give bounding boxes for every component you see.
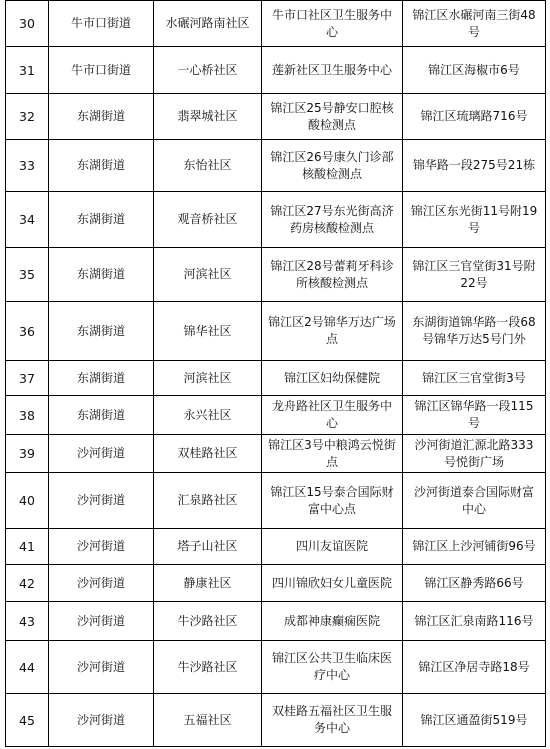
row-number: 38: [6, 396, 49, 435]
street-cell: 东湖街道: [49, 248, 154, 302]
community-cell: 永兴社区: [154, 396, 262, 435]
address-cell: 锦江区上沙河铺街96号: [403, 529, 546, 565]
testing-sites-table: [5, 0, 546, 747]
row-number: 39: [6, 435, 49, 473]
street-cell: 沙河街道: [49, 694, 154, 747]
street-cell: 东湖街道: [49, 302, 154, 361]
address-cell: 锦江区海椒市6号: [403, 47, 546, 94]
community-cell: 牛沙路社区: [154, 602, 262, 641]
community-cell: 塔子山社区: [154, 529, 262, 565]
row-number: 37: [6, 361, 49, 396]
site-cell: 锦江区3号中粮鸿云悦街点: [262, 435, 403, 473]
row-number: 42: [6, 565, 49, 602]
site-cell: 锦江区26号康久门诊部核酸检测点: [262, 140, 403, 192]
table-row: [6, 47, 546, 94]
community-cell: 汇泉路社区: [154, 473, 262, 529]
address-cell: 锦江区三官堂街31号附22号: [403, 248, 546, 302]
site-cell: 锦江区28号蕾莉牙科诊所核酸检测点: [262, 248, 403, 302]
community-cell: 五福社区: [154, 694, 262, 747]
table-row: [6, 694, 546, 747]
site-cell: 四川锦欣妇女儿童医院: [262, 565, 403, 602]
site-cell: 锦江区妇幼保健院: [262, 361, 403, 396]
table-row: [6, 192, 546, 248]
site-cell: 莲新社区卫生服务中心: [262, 47, 403, 94]
street-cell: 沙河街道: [49, 473, 154, 529]
table-row: [6, 361, 546, 396]
row-number: 41: [6, 529, 49, 565]
community-cell: 东怡社区: [154, 140, 262, 192]
address-cell: 锦江区三官堂街3号: [403, 361, 546, 396]
address-cell: 沙河街道汇源北路333号悦街广场: [403, 435, 546, 473]
street-cell: 牛市口街道: [49, 1, 154, 47]
address-cell: 锦江区净居寺路18号: [403, 641, 546, 694]
site-cell: 成都神康癫痫医院: [262, 602, 403, 641]
site-cell: 四川友谊医院: [262, 529, 403, 565]
site-cell: 锦江区27号东光街高济药房核酸检测点: [262, 192, 403, 248]
street-cell: 沙河街道: [49, 565, 154, 602]
community-cell: 一心桥社区: [154, 47, 262, 94]
street-cell: 东湖街道: [49, 94, 154, 140]
address-cell: 锦江区琉璃路716号: [403, 94, 546, 140]
street-cell: 东湖街道: [49, 396, 154, 435]
street-cell: 东湖街道: [49, 140, 154, 192]
site-cell: 牛市口社区卫生服务中心: [262, 1, 403, 47]
table-row: [6, 641, 546, 694]
row-number: 43: [6, 602, 49, 641]
community-cell: 翡翠城社区: [154, 94, 262, 140]
table-row: [6, 602, 546, 641]
table-row: [6, 396, 546, 435]
street-cell: 沙河街道: [49, 602, 154, 641]
row-number: 36: [6, 302, 49, 361]
row-number: 44: [6, 641, 49, 694]
community-cell: 牛沙路社区: [154, 641, 262, 694]
community-cell: 观音桥社区: [154, 192, 262, 248]
address-cell: 锦江区汇泉南路116号: [403, 602, 546, 641]
address-cell: 东湖街道锦华路一段68号锦华万达5号门外: [403, 302, 546, 361]
site-cell: 龙舟路社区卫生服务中心: [262, 396, 403, 435]
site-cell: 锦江区25号静安口腔核酸检测点: [262, 94, 403, 140]
row-number: 30: [6, 1, 49, 47]
row-number: 35: [6, 248, 49, 302]
table-row: [6, 435, 546, 473]
street-cell: 沙河街道: [49, 641, 154, 694]
table-row: [6, 1, 546, 47]
community-cell: 河滨社区: [154, 248, 262, 302]
address-cell: 锦江区锦华路一段115号: [403, 396, 546, 435]
community-cell: 双桂路社区: [154, 435, 262, 473]
site-cell: 锦江区15号泰合国际财富中心点: [262, 473, 403, 529]
row-number: 45: [6, 694, 49, 747]
street-cell: 沙河街道: [49, 529, 154, 565]
street-cell: 东湖街道: [49, 361, 154, 396]
address-cell: 锦江区水碾河南三街48号: [403, 1, 546, 47]
table-row: [6, 529, 546, 565]
row-number: 40: [6, 473, 49, 529]
community-cell: 河滨社区: [154, 361, 262, 396]
table-row: [6, 248, 546, 302]
site-cell: 锦江区公共卫生临床医疗中心: [262, 641, 403, 694]
site-cell: 双桂路五福社区卫生服务中心: [262, 694, 403, 747]
row-number: 33: [6, 140, 49, 192]
street-cell: 牛市口街道: [49, 47, 154, 94]
table-row: [6, 565, 546, 602]
community-cell: 锦华社区: [154, 302, 262, 361]
community-cell: 水碾河路南社区: [154, 1, 262, 47]
address-cell: 锦江区通盈街519号: [403, 694, 546, 747]
address-cell: 沙河街道泰合国际财富中心: [403, 473, 546, 529]
address-cell: 锦江区静秀路66号: [403, 565, 546, 602]
table-row: [6, 140, 546, 192]
site-cell: 锦江区2号锦华万达广场点: [262, 302, 403, 361]
table-row: [6, 94, 546, 140]
street-cell: 东湖街道: [49, 192, 154, 248]
row-number: 32: [6, 94, 49, 140]
community-cell: 静康社区: [154, 565, 262, 602]
row-number: 34: [6, 192, 49, 248]
table-row: [6, 473, 546, 529]
street-cell: 沙河街道: [49, 435, 154, 473]
row-number: 31: [6, 47, 49, 94]
address-cell: 锦江区东光街11号附19号: [403, 192, 546, 248]
address-cell: 锦华路一段275号21栋: [403, 140, 546, 192]
table-row: [6, 302, 546, 361]
